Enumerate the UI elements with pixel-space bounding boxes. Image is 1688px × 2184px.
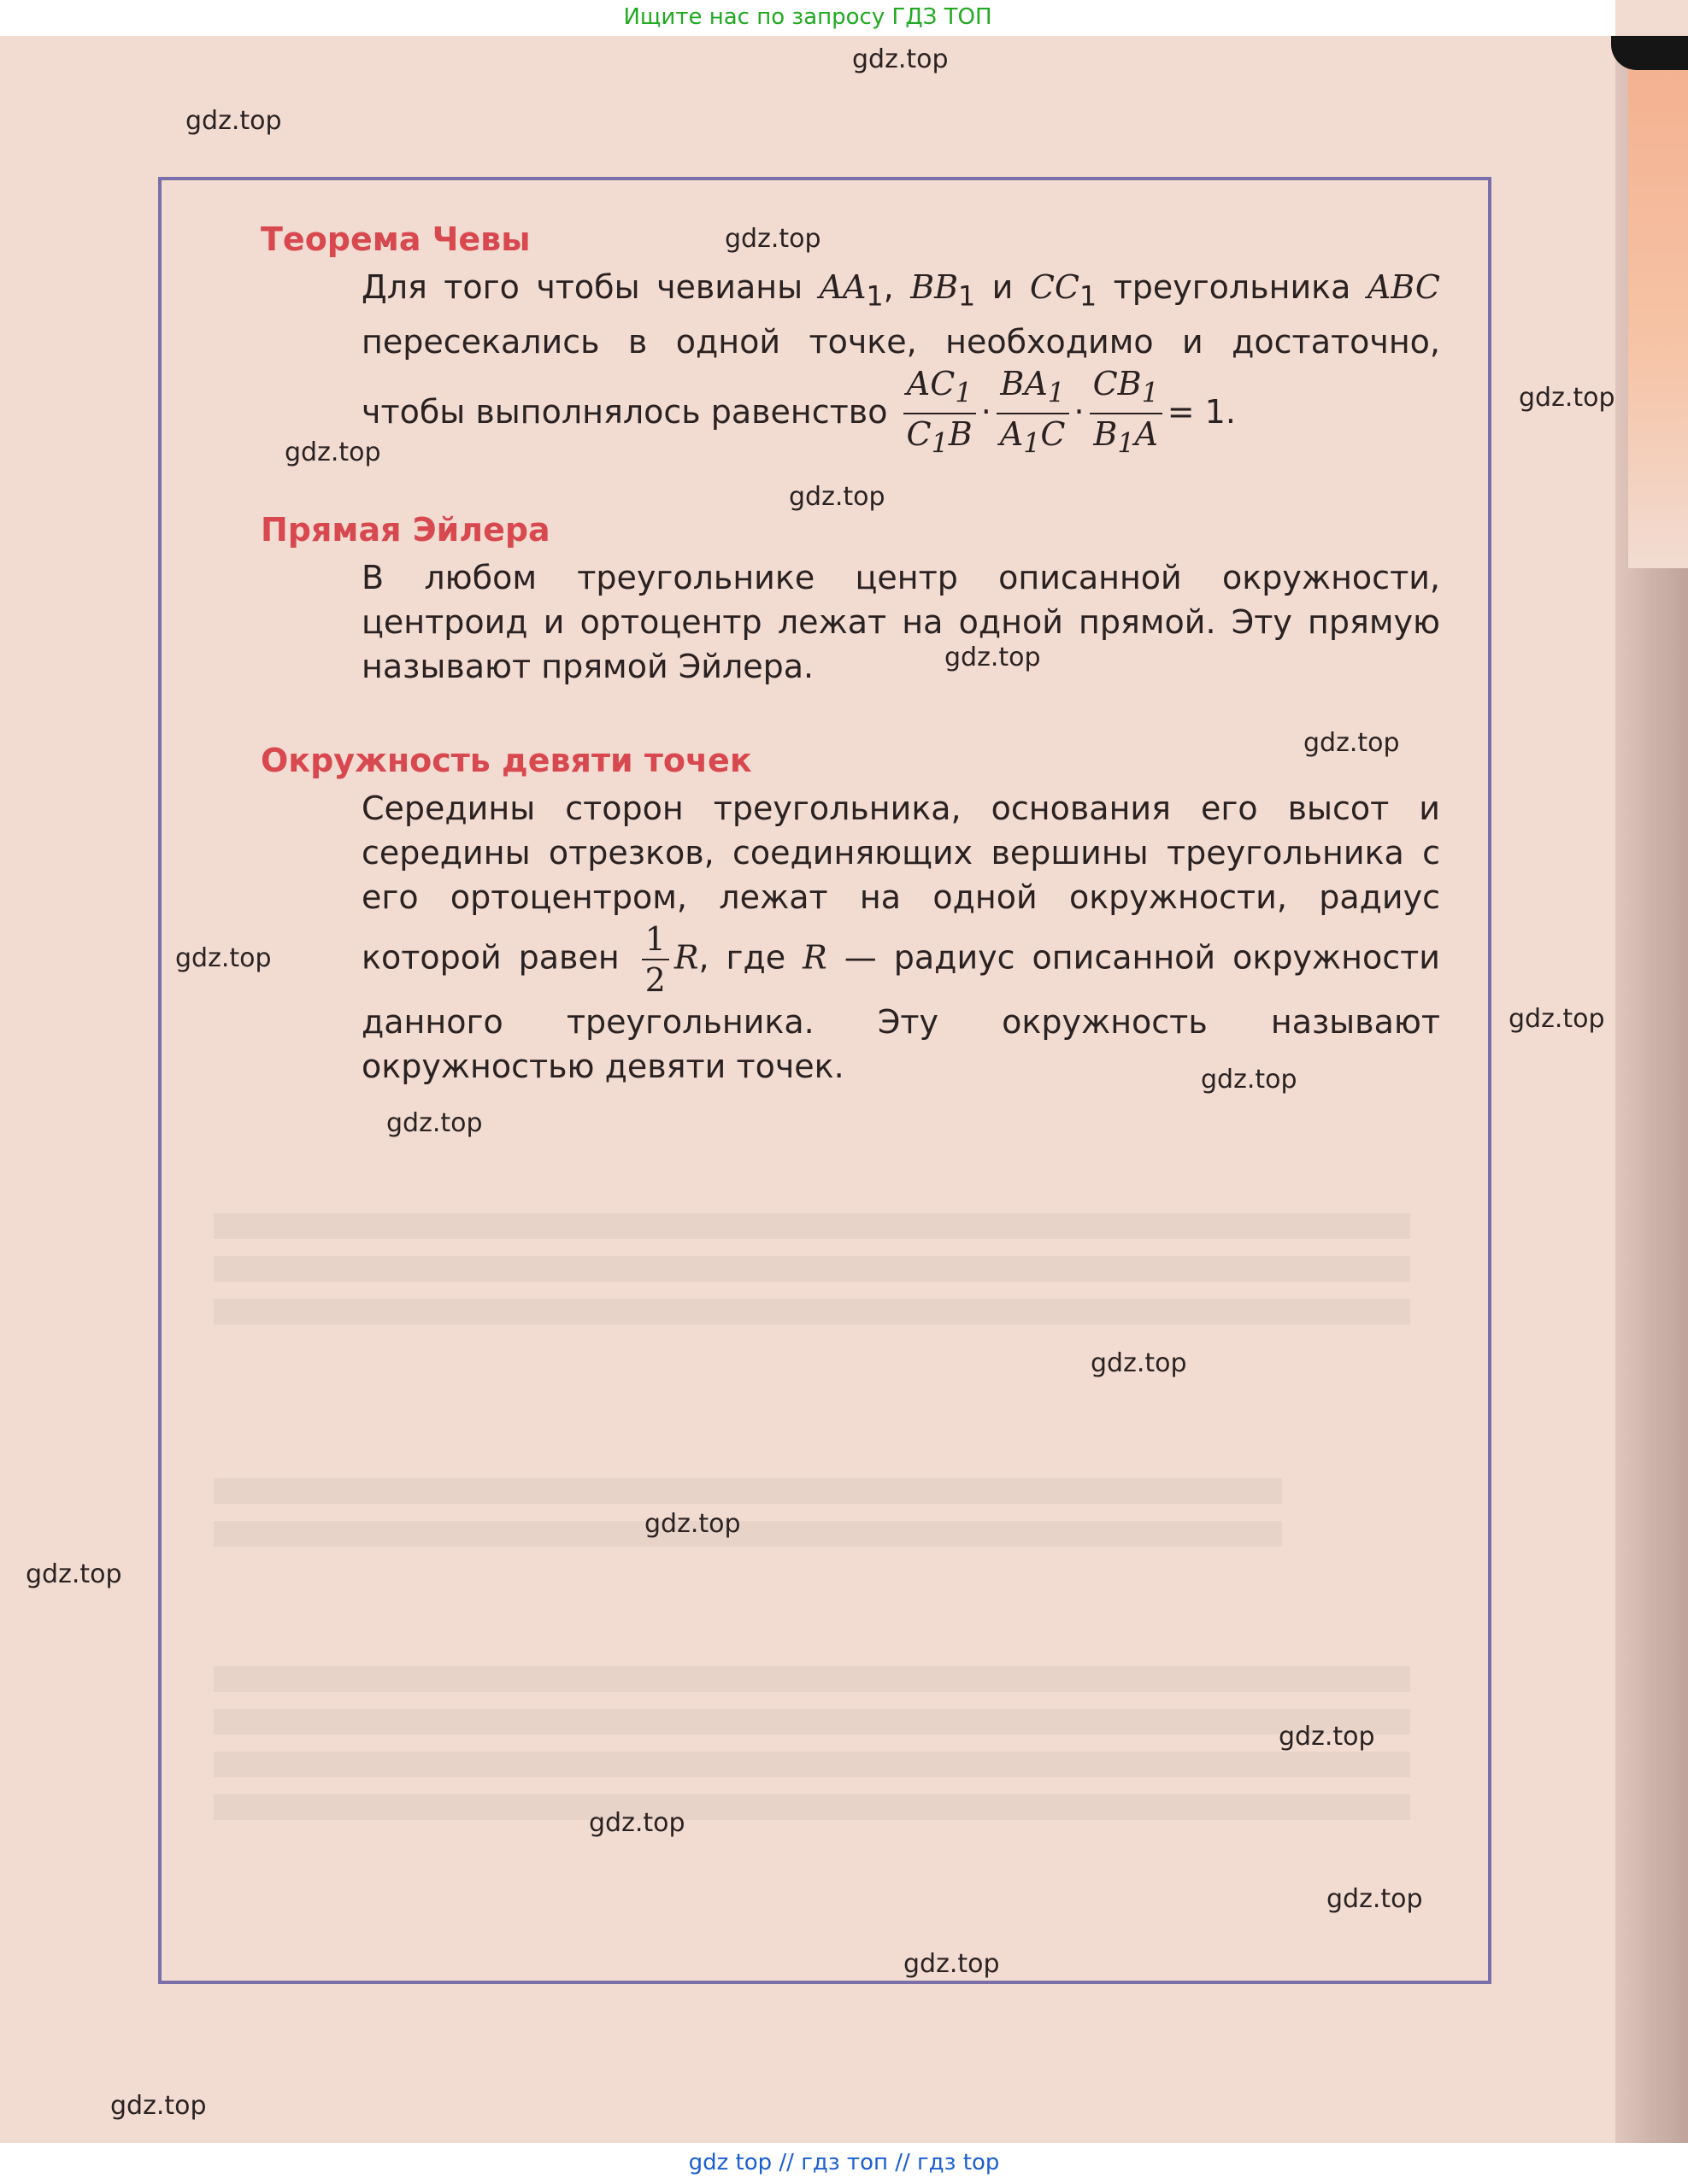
show-through-line <box>214 1752 1410 1777</box>
watermark: gdz.top <box>386 1108 483 1138</box>
watermark: gdz.top <box>589 1808 685 1838</box>
page-edge-tab <box>1628 38 1688 568</box>
bottom-banner[interactable]: gdz top // гдз топ // гдз top <box>0 2143 1688 2184</box>
watermark: gdz.top <box>644 1509 741 1539</box>
ceva-fraction-1: $\frac{AC_1}{C_1B}$ <box>903 364 976 464</box>
half-fraction: $\frac{1}{2}$ <box>642 919 669 1000</box>
ceva-fraction-3: $\frac{CB_1}{B_1A}$ <box>1090 364 1162 464</box>
page-corner <box>1611 36 1688 70</box>
show-through-line <box>214 1521 1282 1547</box>
euler-heading: Прямая Эйлера <box>261 511 550 549</box>
watermark: gdz.top <box>1509 1004 1605 1034</box>
ceva-heading: Теорема Чевы <box>261 220 531 258</box>
show-through-line <box>214 1709 1410 1735</box>
show-through-line <box>214 1299 1410 1324</box>
watermark: gdz.top <box>110 2091 207 2121</box>
watermark: gdz.top <box>1326 1884 1423 1914</box>
watermark: gdz.top <box>852 44 949 74</box>
euler-text: В любом треугольнике центр описанной окружности, центроид и ортоцентр лежат на одной прямой. Эту прямую называют прямой Эйлера. <box>362 559 1440 685</box>
watermark: gdz.top <box>903 1949 1000 1979</box>
show-through-line <box>214 1794 1410 1820</box>
nine-point-text: Середины сторон треугольника, основания его высот и середины отрезков, соединяющих вершины треугольника с его ортоцентром, лежат на одной окружности, радиус которой равен $\frac{1}{2}$ R, где R — радиус описанной окружности данного треугольника. Эту окружность называют окружностью девяти точек. <box>362 790 1440 1085</box>
watermark: gdz.top <box>1519 383 1615 413</box>
watermark: gdz.top <box>789 482 885 512</box>
watermark: gdz.top <box>1201 1065 1297 1095</box>
show-through-line <box>214 1213 1410 1239</box>
nine-point-heading: Окружность девяти точек <box>261 742 752 779</box>
watermark: gdz.top <box>1279 1722 1375 1752</box>
watermark: gdz.top <box>175 943 272 973</box>
watermark: gdz.top <box>944 643 1041 672</box>
show-through-line <box>214 1256 1410 1282</box>
watermark: gdz.top <box>1091 1348 1187 1378</box>
show-through-line <box>214 1666 1410 1692</box>
ceva-text: Для того чтобы чевианы $AA_1$, $BB_1$ и $CC_1$ треугольника ABC пересекались в одной точке, необходимо и достаточно, чтобы выполнялось равенство $\frac{AC_1}{C_1B}$ · $\frac{BA_1}{A_1C}$ · $\frac{CB_1}{B_1A}$ = 1. <box>362 265 1440 464</box>
watermark: gdz.top <box>26 1559 122 1589</box>
watermark: gdz.top <box>725 224 821 254</box>
show-through-line <box>214 1478 1282 1504</box>
watermark: gdz.top <box>1303 728 1400 758</box>
top-banner[interactable]: Ищите нас по запросу ГДЗ ТОП <box>0 0 1615 36</box>
ceva-fraction-2: $\frac{BA_1}{A_1C}$ <box>997 364 1069 464</box>
watermark: gdz.top <box>285 437 381 467</box>
watermark: gdz.top <box>185 106 282 136</box>
